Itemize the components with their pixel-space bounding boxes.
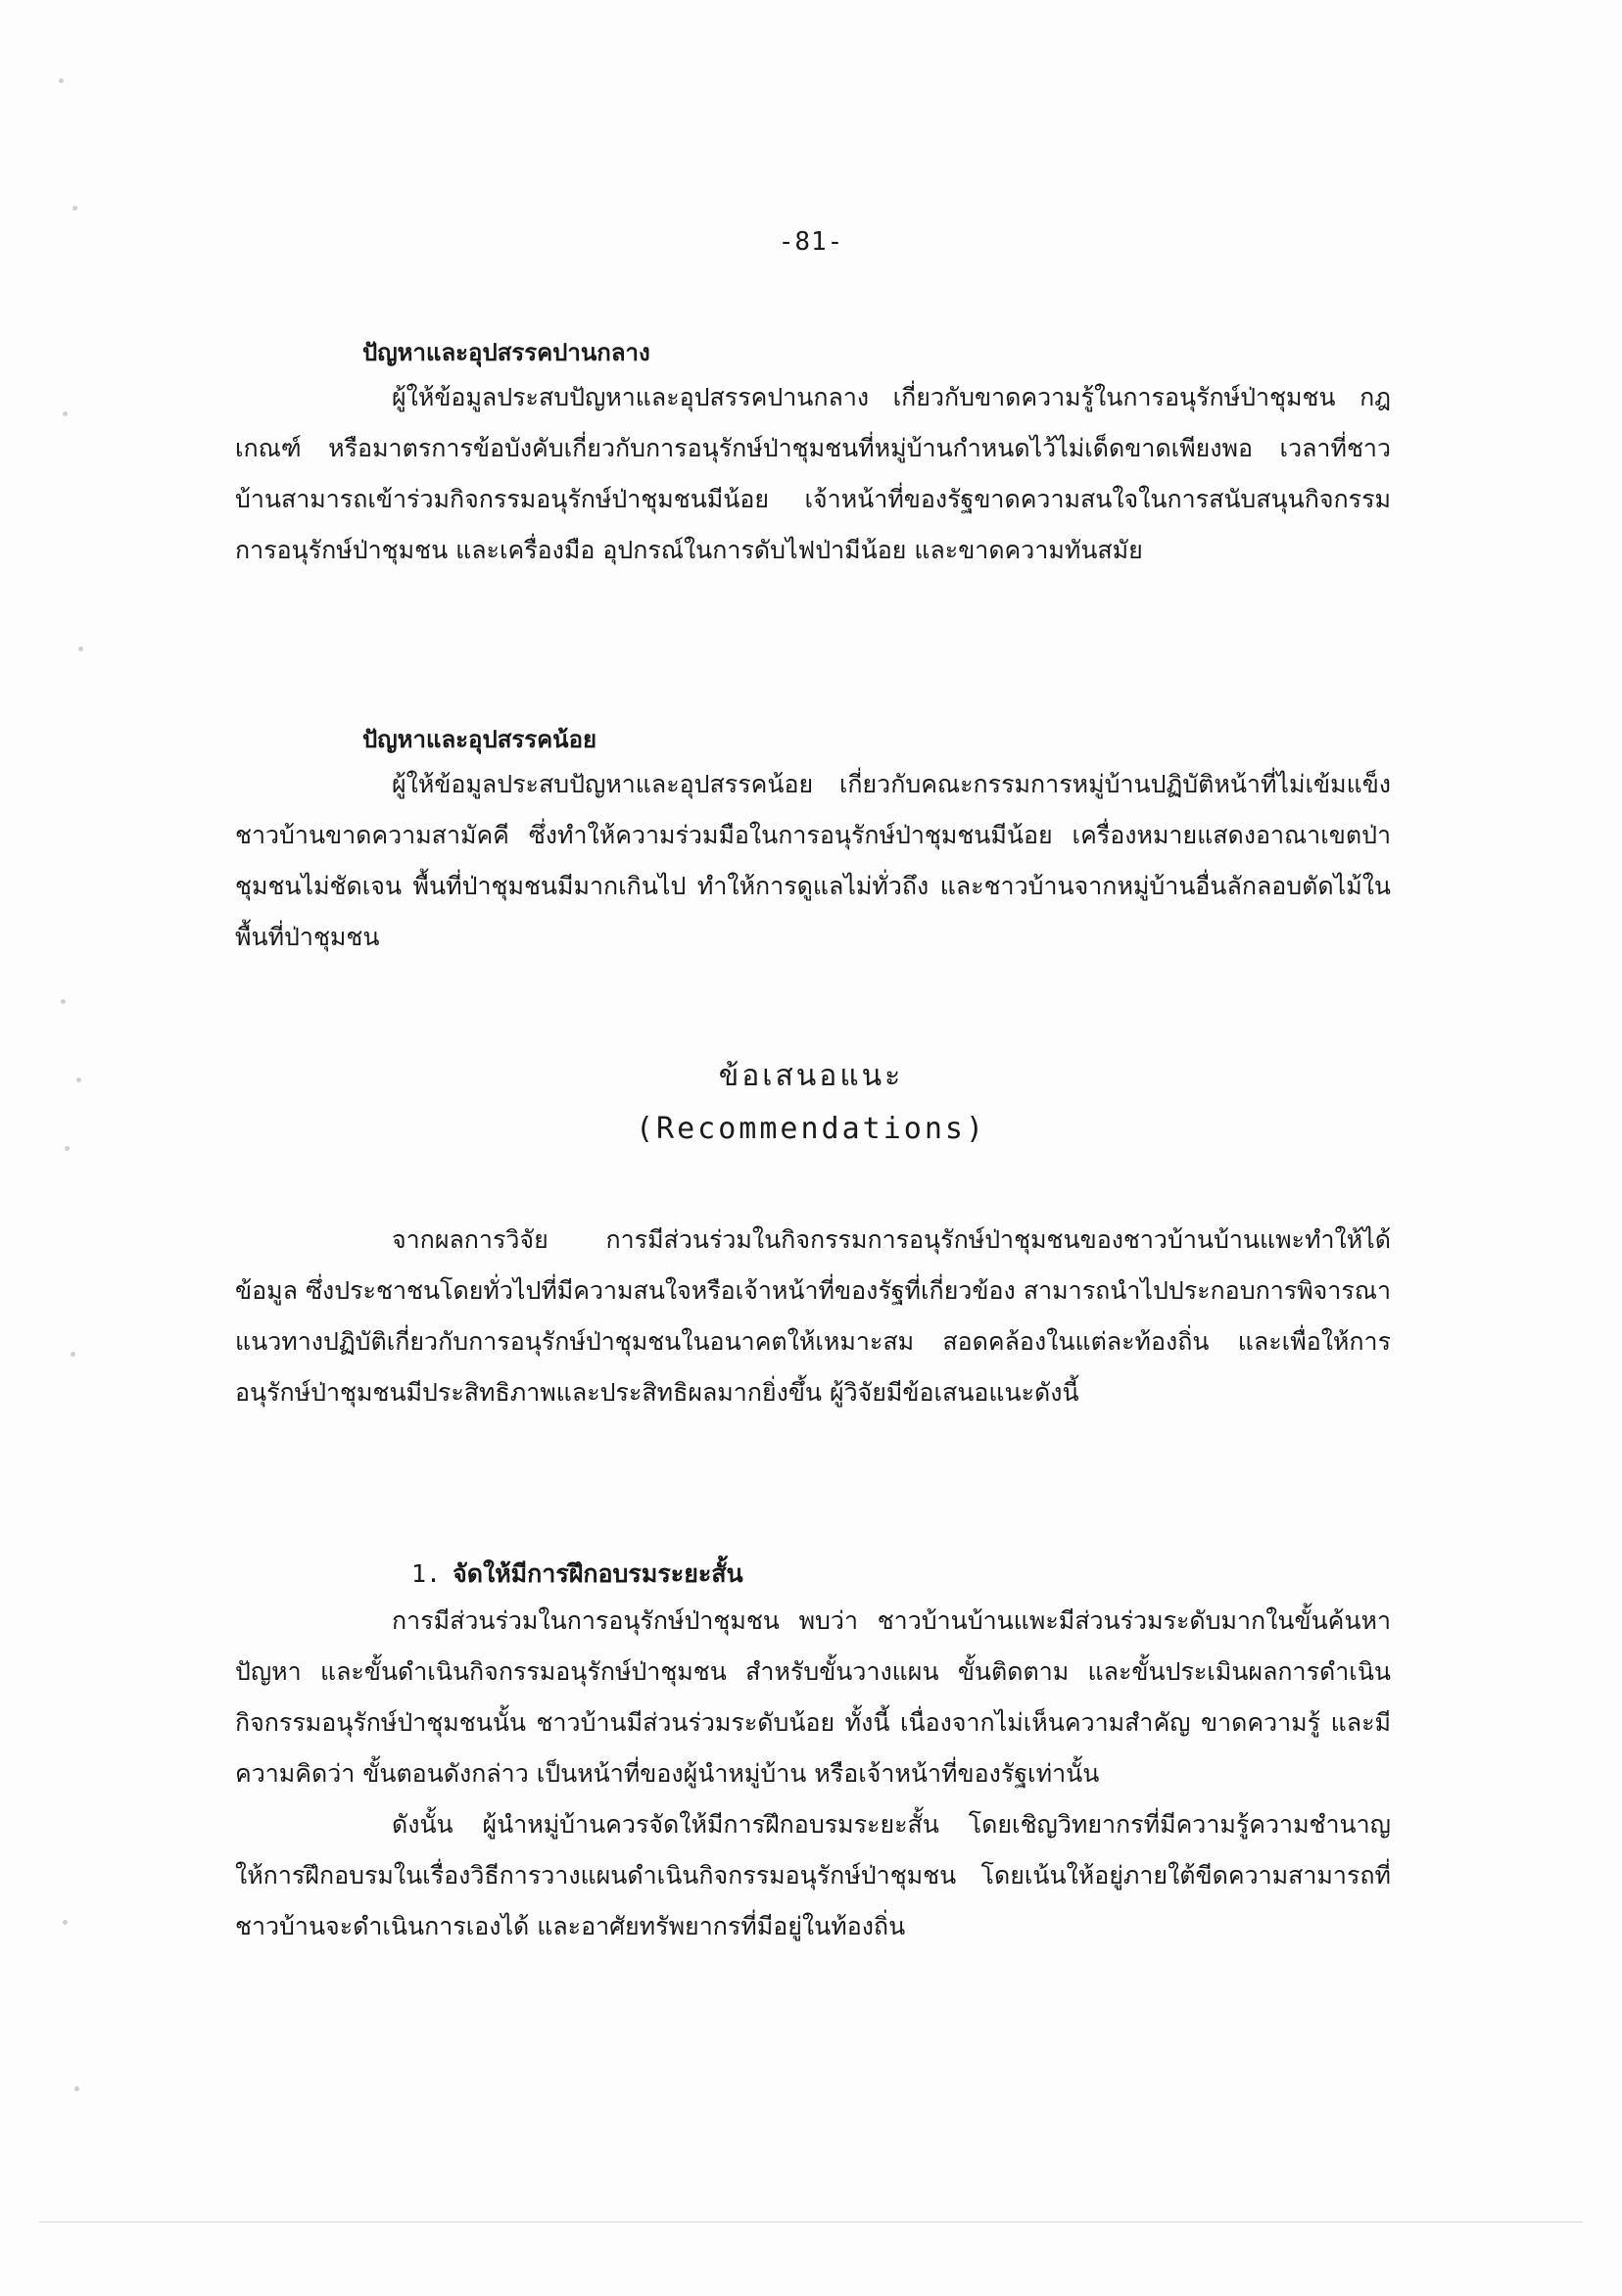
section-paragraph: ผู้ให้ข้อมูลประสบปัญหาและอุปสรรคน้อย เกี่ยวกับคณะกรรมการหมู่บ้านปฏิบัติหน้าที่ไม่เข้มแข็ง ชาวบ้านขาดความสามัคคี ซึ่งทำให้ความร่วมมือในการอนุรักษ์ป่าชุมชนมีน้อย เครื่องหมายแสดงอาณาเขตป่าชุมชนไม่ชัดเจน พื้นที่ป่าชุมชนมีมากเกินไป ทำให้การดูแลไม่ทั่วถึง และชาวบ้านจากหมู่บ้านอื่นลักลอบตัดไม้ในพื้นที่ป่าชุมชน — [235, 770, 1391, 951]
item-number: 1. — [411, 1559, 442, 1588]
section-moderate-problems — [235, 333, 1391, 576]
item-heading — [235, 1553, 1391, 1596]
section-low-problems — [235, 720, 1391, 963]
recommendations-title-english: (Recommendations) — [635, 1112, 987, 1146]
section-paragraph: ผู้ให้ข้อมูลประสบปัญหาและอุปสรรคปานกลาง เกี่ยวกับขาดความรู้ในการอนุรักษ์ป่าชุมชน กฎเกณฑ์ หรือมาตรการข้อบังคับเกี่ยวกับการอนุรักษ์ป่าชุมชนที่หมู่บ้านกำหนดไว้ไม่เด็ดขาดเพียงพอ เวลาที่ชาวบ้านสามารถเข้าร่วมกิจกรรมอนุรักษ์ป่าชุมชนมีน้อย เจ้าหน้าที่ของรัฐขาดความสนใจในการสนับสนุนกิจกรรมการอนุรักษ์ป่าชุมชน และเครื่องมือ อุปกรณ์ในการดับไฟป่ามีน้อย และขาดความทันสมัย — [235, 383, 1391, 564]
recommendations-title-thai: ข้อเสนอแนะ — [718, 1059, 904, 1093]
item-paragraph-2: ดังนั้น ผู้นำหมู่บ้านควรจัดให้มีการฝึกอบรมระยะสั้น โดยเชิญวิทยากรที่มีความรู้ความชำนาญ ให้การฝึกอบรมในเรื่องวิธีการวางแผนดำเนินกิจกรรมอนุรักษ์ป่าชุมชน โดยเน้นให้อยู่ภายใต้ขีดความสามารถที่ชาวบ้านจะดำเนินการเองได้ และอาศัยทรัพยากรที่มีอยู่ในท้องถิ่น — [235, 1810, 1391, 1940]
item-paragraph-1: การมีส่วนร่วมในการอนุรักษ์ป่าชุมชน พบว่า ชาวบ้านบ้านแพะมีส่วนร่วมระดับมากในขั้นค้นหาปัญหา และขั้นดำเนินกิจกรรมอนุรักษ์ป่าชุมชน สำหรับขั้นวางแผน ขั้นติดตาม และขั้นประเมินผลการดำเนินกิจกรรมอนุรักษ์ป่าชุมชนนั้น ชาวบ้านมีส่วนร่วมระดับน้อย ทั้งนี้ เนื่องจากไม่เห็นความสำคัญ ขาดความรู้ และมีความคิดว่า ขั้นตอนดังกล่าว เป็นหน้าที่ของผู้นำหมู่บ้าน หรือเจ้าหน้าที่ของรัฐเท่านั้น — [235, 1606, 1391, 1788]
recommendation-item-1 — [235, 1553, 1391, 1952]
item-title: จัดให้มีการฝึกอบรมระยะสั้น — [453, 1559, 743, 1588]
intro-paragraph: จากผลการวิจัย การมีส่วนร่วมในกิจกรรมการอนุรักษ์ป่าชุมชนของชาวบ้านบ้านแพะทำให้ได้ข้อมูล ซึ่งประชาชนโดยทั่วไปที่มีความสนใจหรือเจ้าหน้าที่ของรัฐที่เกี่ยวข้อง สามารถนำไปประกอบการพิจารณาแนวทางปฏิบัติเกี่ยวกับการอนุรักษ์ป่าชุมชนในอนาคตให้เหมาะสม สอดคล้องในแต่ละท้องถิ่น และเพื่อให้การอนุรักษ์ป่าชุมชนมีประสิทธิภาพและประสิทธิผลมากยิ่งขึ้น ผู้วิจัยมีข้อเสนอแนะดังนี้ — [235, 1225, 1391, 1407]
page-number: -81- — [778, 227, 844, 257]
section-heading: ปัญหาและอุปสรรคน้อย — [362, 726, 597, 753]
page-bottom-rule — [39, 2222, 1583, 2223]
recommendations-intro — [235, 1215, 1391, 1418]
section-heading: ปัญหาและอุปสรรคปานกลาง — [362, 339, 650, 366]
